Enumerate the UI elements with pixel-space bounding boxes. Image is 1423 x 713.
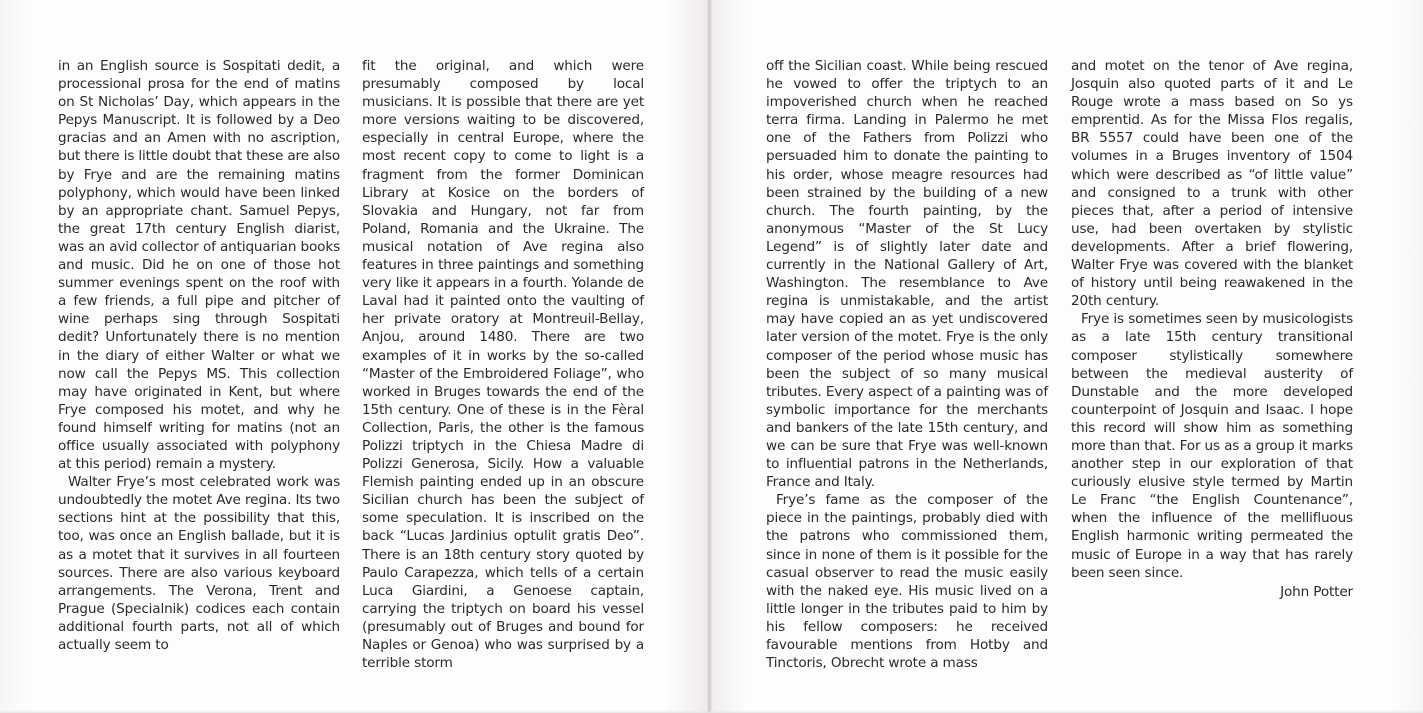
paragraph: Frye is sometimes seen by musicologists as a late 15th century transitional composer stylistically somewhere between the medieval austerity of Dunstable and the more developed counterpoint of Josquin and Isaac. I hope this record will show him as something more than that. For us as a group it marks another step in our exploration of that curiously elusive style termed by Martin Le Franc “the English Countenance”, when the influence of the mellifluous English harmonic writing permeated the music of Europe in a way that has rarely been seen since. bbox=[1071, 311, 1354, 581]
text-column-4 bbox=[1071, 57, 1353, 601]
paragraph: in an English source is Sospitati dedit, a processional prosa for the end of matins on St Nicholas’ Day, which appears in the Pepys Manuscript. It is followed by a Deo gracias and an Amen with no ascription, but there is little doubt that these are also by Frye and are the remaining matins polyphony, which would have been linked by an appropriate chant. Samuel Pepys, the great 17th century English diarist, was an avid collector of antiquarian books and music. Did he on one of those hot summer evenings spent on the roof with a few friends, a full pipe and pitcher of wine perhaps sing through Sospitati dedit? Unfortunately there is no mention in the diary of either Walter or what we now call the Pepys MS. This collection may have originated in Kent, but where Frye composed his motet, and why he found himself writing for matins (not an office usually associated with polyphony at this period) remain a mystery. bbox=[58, 58, 340, 473]
text-column-1 bbox=[58, 57, 340, 654]
paragraph: Frye’s fame as the composer of the piece in the paintings, probably died with the patrons who commissioned them, since in none of them is it possible for the casual observer to read the music easily with the naked eye. His music lived on a little longer in the tributes paid to him by his fellow composers: he received favourable mentions from Hotby and Tinctoris, Obrecht wrote a mass bbox=[766, 492, 1048, 672]
paragraph: and motet on the tenor of Ave regina, Josquin also quoted parts of it and Le Rouge wrote a mass based on So ys emprentid. As for the Missa Flos regalis, BR 5557 could have been one of the volumes in a Bruges inventory of 1504 which were described as “of little value” and consigned to a trunk with other pieces that, after a period of intensive use, had been overtaken by stylistic developments. After a brief flowering, Walter Frye was covered with the blanket of history until being reawakened in the 20th century. bbox=[1071, 58, 1353, 310]
paragraph: fit the original, and which were presumably composed by local musicians. It is possible that there are yet more versions waiting to be discovered, especially in central Europe, where the most recent copy to come to light is a fragment from the former Dominican Library at Kosice on the borders of Slovakia and Hungary, not far from Poland, Romania and the Ukraine. The musical notation of Ave regina also features in three paintings and something very like it appears in a fourth. Yolande de Laval had it painted onto the vaulting of her private oratory at Montreuil-Bellay, Anjou, around 1480. There are two examples of it in works by the so-called “Master of the Embroidered Foliage”, who worked in Bruges towards the end of the 15th century. One of these is in the Fèral Collection, Paris, the other is the famous Polizzi triptych in the Chiesa Madre di Polizzi Generosa, Sicily. How a valuable Flemish painting ended up in an obscure Sicilian church has been the subject of some speculation. It is inscribed on the back “Lucas Jardinius optulit gratis Deo”. There is an 18th century story quoted by Paulo Carapezza, which tells of a certain Luca Giardini, a Genoese captain, carrying the triptych on board his vessel (presumably out of Bruges and bound for Naples or Genoa) who was surprised by a terrible storm bbox=[362, 58, 644, 672]
paragraph: off the Sicilian coast. While being rescued he vowed to offer the triptych to an impoverished church when he reached terra firma. Landing in Palermo he met one of the Fathers from Polizzi who persuaded him to donate the painting to his order, whose meagre resources had been strained by the building of a new church. The fourth painting, by the anonymous “Master of the St Lucy Legend” is of slightly later date and currently in the National Gallery of Art, Washington. The resemblance to Ave regina is unmistakable, and the artist may have copied an as yet undiscovered later version of the motet. Frye is the only composer of the period whose music has been the subject of so many musical tributes. Every aspect of a painting was of symbolic importance for the merchants and bankers of the late 15th century, and we can be sure that Frye was well-known to influential patrons in the Netherlands, France and Italy. bbox=[766, 58, 1048, 491]
text-column-2 bbox=[362, 57, 644, 672]
book-spine bbox=[707, 0, 712, 713]
paragraph: Walter Frye’s most celebrated work was undoubtedly the motet Ave regina. Its two sections hint at the possibility that this, too, was once an English ballade, but it is as a motet that it survives in all fourteen sources. There are also various keyboard arrangements. The Verona, Trent and Prague (Specialnik) codices each contain additional fourth parts, not all of which actually seem to bbox=[58, 474, 340, 653]
author-signature: John Potter bbox=[1280, 583, 1353, 600]
text-column-3 bbox=[766, 57, 1048, 672]
